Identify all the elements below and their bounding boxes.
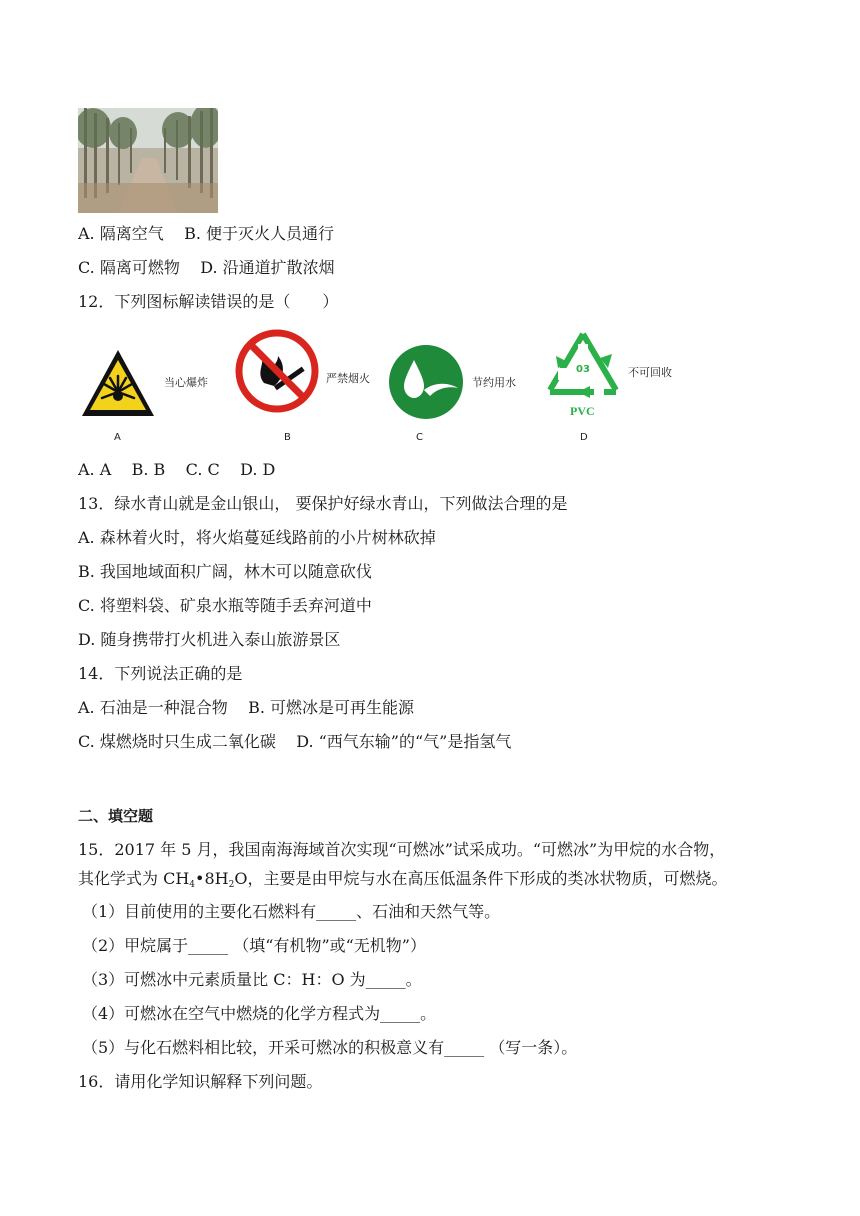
q12-options: A. A B. B C. C D. D (78, 460, 276, 479)
q15-part2: （2）甲烷属于_____ （填“有机物”或“无机物”） (82, 936, 426, 955)
explosion-warning-icon (78, 346, 158, 420)
q13-option-c: C. 将塑料袋、矿泉水瓶等随手丢弃河道中 (78, 596, 372, 615)
no-smoking-fire-icon (234, 328, 320, 414)
q11-options-line2: C. 隔离可燃物 D. 沿通道扩散浓烟 (78, 258, 335, 277)
q11-options-line1: A. 隔离空气 B. 便于灭火人员通行 (78, 224, 335, 243)
q13-option-b: B. 我国地域面积广阔，林木可以随意砍伐 (78, 562, 372, 581)
sign-b-letter: B (284, 432, 291, 443)
q14-stem: 14．下列说法正确的是 (78, 664, 243, 683)
q15-part4: （4）可燃冰在空气中燃烧的化学方程式为_____。 (82, 1004, 437, 1023)
q14-options-line2: C. 煤燃烧时只生成二氧化碳 D. “西气东输”的“气”是指氢气 (78, 732, 512, 751)
sign-d-letter: D (580, 432, 588, 443)
sign-a-letter: A (114, 432, 121, 443)
water-saving-icon (386, 342, 466, 422)
q15-part1: （1）目前使用的主要化石燃料有_____、石油和天然气等。 (82, 902, 501, 921)
sign-c-letter: C (416, 432, 423, 443)
q15-line2: 其化学式为 $CH_4•8H_2O$，主要是由甲烷与水在高压低温条件下形成的类冰状物质，可燃烧。 (78, 869, 728, 890)
q13-option-a: A. 森林着火时，将火焰蔓延线路前的小片树林砍掉 (78, 528, 436, 547)
q15-line1: 15．2017 年 5 月，我国南海海域首次实现“可燃冰”试采成功。“可燃冰”为甲烷的水合物， (78, 840, 726, 859)
sign-a-label: 当心爆炸 (164, 376, 208, 389)
q15-part3: （3）可燃冰中元素质量比 C：H：O 为_____。 (82, 970, 422, 989)
q13-stem: 13．绿水青山就是金山银山， 要保护好绿水青山，下列做法合理的是 (78, 494, 568, 513)
q16-stem: 16．请用化学知识解释下列问题。 (78, 1072, 323, 1091)
section-heading: 二、填空题 (78, 807, 154, 825)
forest-firebreak-photo (78, 108, 218, 213)
q13-option-d: D. 随身携带打火机进入泰山旅游景区 (78, 630, 341, 649)
q15-part5: （5）与化石燃料相比较，开采可燃冰的积极意义有_____ （写一条）。 (82, 1038, 578, 1057)
q12-sign-panel (78, 320, 690, 448)
sign-c-label: 节约用水 (472, 376, 516, 389)
sign-b-label: 严禁烟火 (326, 372, 370, 385)
q14-options-line1: A. 石油是一种混合物 B. 可燃冰是可再生能源 (78, 698, 415, 717)
sign-d-code: 03 (576, 364, 590, 375)
sign-d-label: 不可回收 (628, 366, 672, 379)
sign-d-material: PVC (570, 404, 595, 418)
q12-stem: 12．下列图标解读错误的是（ ） (78, 292, 339, 311)
